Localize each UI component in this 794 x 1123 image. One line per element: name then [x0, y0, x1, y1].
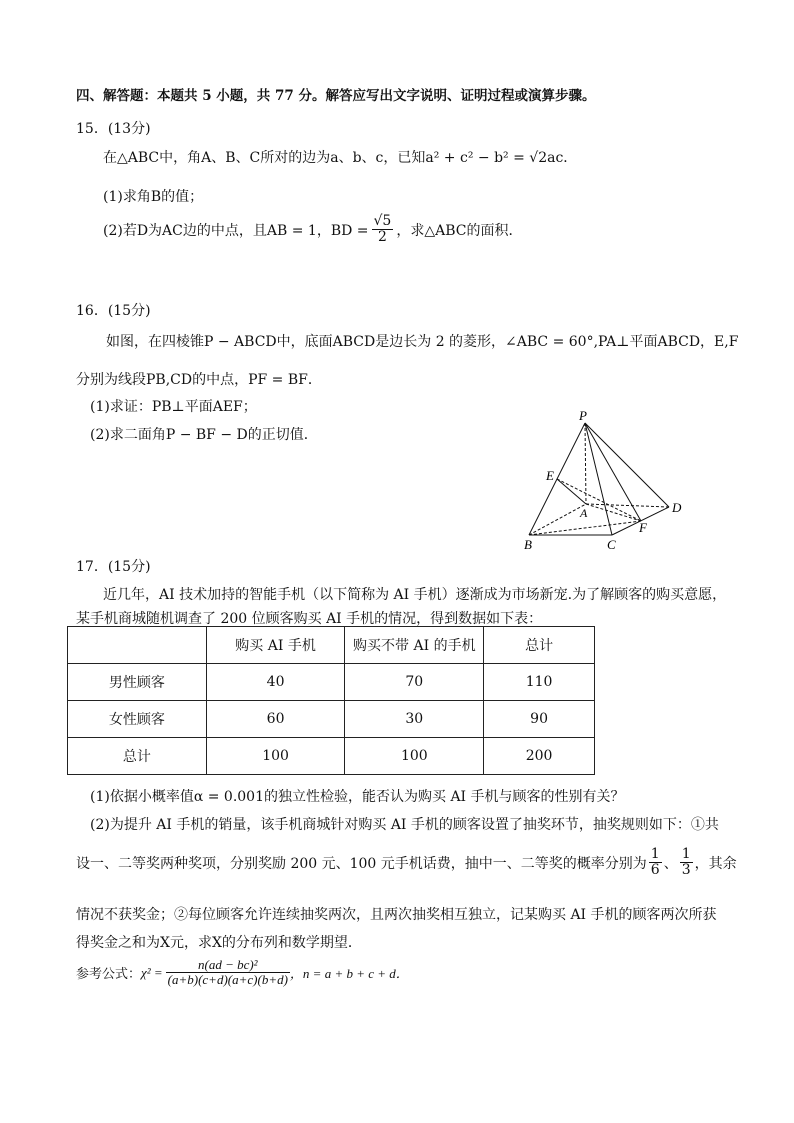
label-B: B	[524, 537, 532, 552]
table-header-cell: 总计	[484, 627, 595, 664]
label-F: F	[639, 520, 647, 535]
q17-part2-line4: 得奖金之和为X元，求X的分布列和数学期望．	[76, 935, 362, 951]
edge-AD	[586, 504, 669, 507]
table-cell: 男性顾客	[68, 664, 207, 701]
q17-number: 17．(15分)	[76, 559, 151, 575]
q17-fraction-2	[680, 847, 693, 879]
q17-fraction-2-den: 3	[681, 862, 691, 879]
q17-fraction-1-num: 1	[650, 846, 660, 862]
label-P: P	[579, 408, 587, 423]
edge-PA	[585, 423, 586, 504]
q17-stem-2: 某手机商城随机调查了 200 位顾客购买 AI 手机的情况，得到数据如下表：	[76, 611, 543, 627]
edge-PC	[585, 423, 612, 535]
q16-part1: (1)求证：PB⊥平面AEF；	[90, 399, 257, 415]
table-header-cell: 购买不带 AI 的手机	[345, 627, 484, 664]
q17-part1: (1)依据小概率值α = 0.001的独立性检验，能否认为购买 AI 手机与顾客的性别有关？	[90, 789, 625, 805]
edge-BF	[529, 521, 641, 535]
formula-tail: ，n = a + b + c + d．	[289, 966, 409, 982]
q17-part2-line3: 情况不获奖金；②每位顾客允许连续抽奖两次，且两次抽奖相互独立，记某购买 AI 手机的顾客两次所获	[76, 907, 717, 923]
edge-AB	[529, 504, 586, 535]
table-cell: 100	[206, 738, 345, 775]
q15-part2-text-a: (2)若D为AC边的中点，且AB = 1，BD =	[103, 222, 369, 239]
formula-fraction	[166, 958, 290, 988]
q16-stem-1: 如图，在四棱锥P − ABCD中，底面ABCD是边长为 2 的菱形，∠ABC = 60°,PA⊥平面ABCD，E,F	[106, 334, 739, 350]
q16-part2: (2)求二面角P − BF − D的正切值．	[90, 427, 318, 443]
edge-EF	[557, 479, 641, 521]
q17-fraction-2-num: 1	[681, 846, 691, 862]
q15-fraction-den: 2	[377, 229, 387, 246]
q15-stem: 在△ABC中，角A、B、C所对的边为a、b、c，已知a² + c² − b² = √2ac．	[103, 150, 578, 166]
label-D: D	[672, 500, 682, 515]
label-C: C	[607, 537, 616, 552]
q17-fraction-1	[649, 847, 662, 879]
formula-lhs: χ² =	[141, 964, 163, 980]
q15-number: 15．(13分)	[76, 121, 151, 137]
q17-fraction-1-den: 6	[650, 862, 660, 879]
formula-numerator: n(ad − bc)²	[166, 958, 290, 973]
q15-part2	[103, 214, 522, 246]
table-header-cell: 购买 AI 手机	[206, 627, 345, 664]
q15-fraction-num: √5	[373, 213, 392, 229]
table-cell: 110	[484, 664, 595, 701]
q15-part1: (1)求角B的值；	[103, 189, 204, 205]
pyramid-figure	[515, 408, 695, 553]
label-E: E	[546, 468, 554, 483]
formula-label: 参考公式：	[76, 967, 142, 983]
q17-fraction-separator: 、	[663, 855, 678, 872]
table-cell: 女性顾客	[68, 701, 207, 738]
q16-stem-2: 分别为线段PB,CD的中点，PF = BF．	[76, 372, 322, 388]
table-header-cell	[68, 627, 207, 664]
label-A: A	[580, 506, 588, 520]
section-header: 四、解答题：本题共 5 小题，共 77 分。解答应写出文字说明、证明过程或演算步骤。	[76, 88, 596, 104]
survey-table	[67, 626, 595, 775]
edge-PD	[585, 423, 669, 507]
table-cell: 60	[206, 701, 345, 738]
table-header-row	[68, 627, 595, 664]
table-cell: 30	[345, 701, 484, 738]
table-row	[68, 701, 595, 738]
table-cell: 100	[345, 738, 484, 775]
q17-part2-line2	[76, 847, 737, 879]
q17-stem-1: 近几年，AI 技术加持的智能手机（以下简称为 AI 手机）逐渐成为市场新宠.为了解顾客的购买意愿，	[103, 587, 727, 603]
q17-part2-line2-text-b: ，其余	[694, 855, 737, 872]
table-cell: 总计	[68, 738, 207, 775]
q17-part2-line1: (2)为提升 AI 手机的销量，该手机商城针对购买 AI 手机的顾客设置了抽奖环节，抽奖规则如下：①共	[90, 817, 719, 833]
reference-formula	[76, 958, 409, 988]
q15-part2-text-b: ，求△ABC的面积．	[396, 222, 523, 239]
table-row	[68, 738, 595, 775]
q16-number: 16．(15分)	[76, 303, 151, 319]
table-cell: 90	[484, 701, 595, 738]
q17-part2-line2-text-a: 设一、二等奖两种奖项，分别奖励 200 元、100 元手机话费，抽中一、二等奖的概率分别为	[76, 855, 647, 872]
formula-denominator: (a+b)(c+d)(a+c)(b+d)	[167, 972, 288, 988]
q15-fraction	[372, 214, 394, 246]
table-cell: 70	[345, 664, 484, 701]
table-cell: 200	[484, 738, 595, 775]
table-row	[68, 664, 595, 701]
table-cell: 40	[206, 664, 345, 701]
